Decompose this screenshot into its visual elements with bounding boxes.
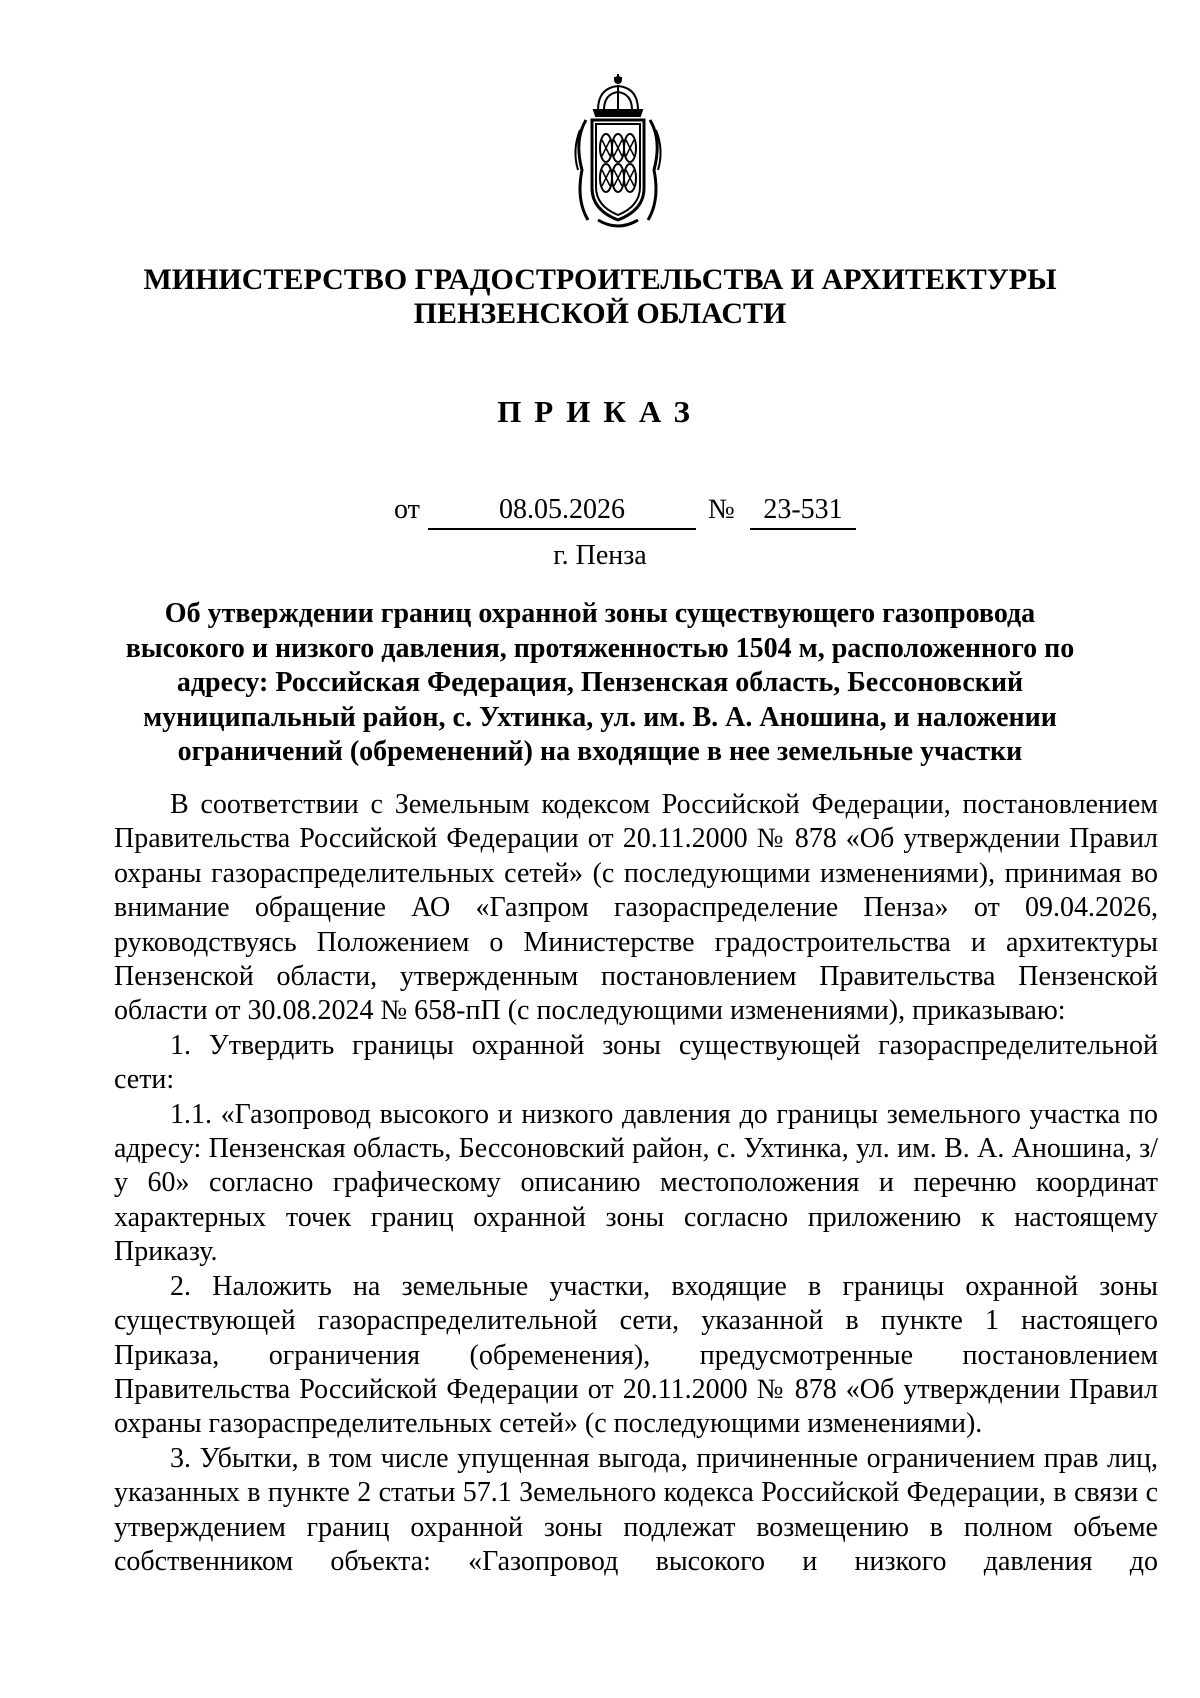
order-title: Об утверждении границ охранной зоны существующего газопровода высокого и низкого давления, протяженностью 1504 м, расположенного по адресу: Российская Федерация, Пензенская область, Бессоновский муниципальный район, с. Ухтинка, ул. им. В. А. Аношина, и наложении ограничений (обременений) на входящие в нее земельные участки xyxy=(125,598,1075,767)
order-date: 08.05.2026 xyxy=(428,494,696,530)
order-number: 23-531 xyxy=(750,494,856,530)
item-2-paragraph: 2. Наложить на земельные участки, входящие в границы охранной зоны существующей газораспределительной сети, указанной в пункте 1 настоящего Приказа, ограничения (обременения), предусмотренные постановлением Правительства Российской Федерации от 20.11.2000 № 878 «Об утверждении Правил охраны газораспределительных сетей» (с последующими изменениями). xyxy=(114,1270,1158,1440)
ministry-name-line-2: ПЕНЗЕНСКОЙ ОБЛАСТИ xyxy=(413,297,787,330)
item-3-paragraph: 3. Убытки, в том числе упущенная выгода, причиненные ограничением прав лиц, указанных в пункте 2 статьи 57.1 Земельного кодекса Российской Федерации, в связи с утверждением границ охранной зоны подлежат возмещению в полном объеме собственником объекта: «Газопровод высокого и низкого давления до xyxy=(114,1442,1158,1577)
order-body xyxy=(114,788,1158,1579)
date-number-line xyxy=(394,494,914,530)
item-1-1-paragraph: 1.1. «Газопровод высокого и низкого давления до границы земельного участка по адресу: Пензенская область, Бессоновский район, с. Ухтинка, ул. им. В. А. Аношина, з/у 60» согласно графическому описанию местоположения и перечню координат характерных точек границ охранной зоны согласно приложению к настоящему Приказу. xyxy=(114,1098,1158,1268)
ministry-name-line-1: МИНИСТЕРСТВО ГРАДОСТРОИТЕЛЬСТВА И АРХИТЕКТУРЫ xyxy=(143,263,1057,296)
date-label: от xyxy=(394,494,420,525)
item-1-paragraph: 1. Утвердить границы охранной зоны существующей газораспределительной сети: xyxy=(114,1029,1158,1096)
preamble-paragraph: В соответствии с Земельным кодексом Российской Федерации, постановлением Правительства Российской Федерации от 20.11.2000 № 878 «Об утверждении Правил охраны газораспределительных сетей» (с последующими изменениями), принимая во внимание обращение АО «Газпром газораспределение Пенза» от 09.04.2026, руководствуясь Положением о Министерстве градостроительства и архитектуры Пензенской области, утвержденным постановлением Правительства Пензенской области от 30.08.2024 № 658-пП (с последующими изменениями), приказываю: xyxy=(114,789,1158,1027)
coat-of-arms-emblem xyxy=(568,70,668,232)
city: г. Пенза xyxy=(553,540,647,571)
number-label: № xyxy=(708,494,735,525)
document-type-heading: ПРИКАЗ xyxy=(497,394,703,429)
